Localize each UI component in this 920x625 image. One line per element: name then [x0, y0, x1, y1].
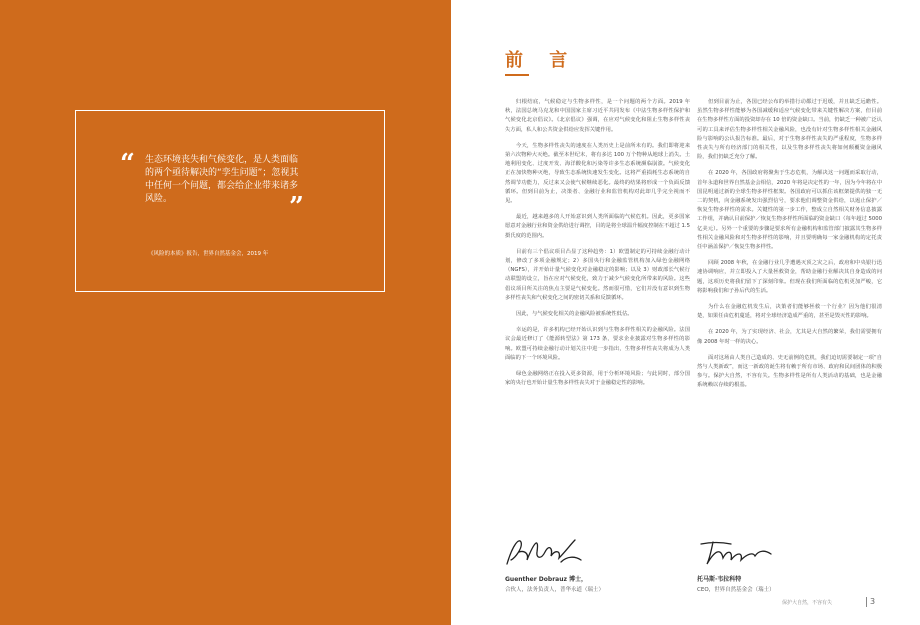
signer-name-right: 托马斯·韦拉科特	[697, 576, 742, 583]
paragraph: 最近，越来越多的人开始意识到人类所面临的气候危机。因此，更多国家愿意对金融行业和资金供给进行调控，目的是将全球温升幅度控制在不超过 1.5 摄氏度的范围内。	[505, 214, 690, 239]
signer-title-left: 合伙人，法务负责人，普华永道（瑞士）	[505, 587, 605, 593]
paragraph: 目前有三个倡议项目凸显了这种趋势：1）欧盟制定的可持续金融行动计划，修改了多项金融规定；2）多国央行和金融监管机构加入绿色金融网络（NGFS），并开始计量气候变化对金融稳定的影响；以及 3）财政部长气候行动联盟的设立，旨在应对气候变化，致力于减少气候变化所带来的风险。这些倡议项目所关注的焦点主要是气候变化。然而很可惜，它们并没有意识到生物多样性丧失和气候变化之间的密切关系和反馈循环。	[505, 248, 690, 301]
body-column-left	[505, 98, 690, 395]
page-title: 前 言	[505, 50, 578, 71]
open-quote-icon: “	[120, 149, 135, 179]
footer-divider	[866, 597, 867, 607]
signer-title-right: CEO，世界自然基金会（瑞士）	[697, 587, 775, 593]
paragraph: 回顾 2008 年秋，在金融行业几乎遭遇灭顶之灾之后，政府和中央银行迅速协调响应，并立即投入了大量拯救资金，帮助金融行业解决其自身造成的问题，这项历史将我们留下了深刻印象。但现在我们所面临的危机更加严峻，它将影响我们和子孙后代的生活。	[697, 260, 882, 294]
paragraph: 为什么在金融危机发生后，决策者们能够拯救一个行业？因为他们很清楚，如果任由危机蔓延，将对全球经济造成严重的，甚至是毁灭性的影响。	[697, 304, 882, 320]
quote-source: 《风险的本质》报告，世界自然基金会，2019 年	[148, 251, 269, 257]
paragraph: 在 2020 年，各国政府将聚焦于生态危机，为解决这一问题而采取行动，首年永道和世界自然基金会相信，2020 年将是决定性的一年，因为今年将在中国昆明通过新的全球生物多样性框架。各国政府可以抓住该框架提供的独一无二的契机，向金融系统发出强烈信号，要求他们调整资金供给，以遏止保护／恢复生物多样性的需求。关键性的第一步工作，整成立自然相关财务信息披露工作组，并确认目前保护／恢复生物多样性所面临的资金缺口（每年超过 5000 亿美元）。另外一个重要的步骤是要求所有金融机构和监管部门披露其生物多样性相关金融风险和对生物多样性的影响，并且要明确每一家金融机构的定托责任中涵盖保护／恢复生物多样性。	[697, 170, 882, 251]
paragraph: 绿色金融网络正在投入更多资源，用于分析环境风险；与此同时，部分国家的央行也开始计量生物多样性丧失对于金融稳定性的影响。	[505, 371, 690, 387]
close-quote-icon: ”	[289, 192, 304, 222]
paragraph: 因此，与气候变化相关的金融风险被系统性低估。	[516, 311, 633, 318]
orange-side-panel	[0, 0, 451, 625]
signer-name-left: Guenther Dobrauz 博士，	[505, 576, 588, 583]
paragraph: 归根结底，气候稳定与生物多样性，是一个问题的两个方面。2019 年秋，法国总统马克龙和中国国家主席习近平共同发布《中法生物多样性保护和气候变化北京倡议》。《北京倡议》强调，在应对气候变化和阻止生物多样性丧失方面，私人和公共资金供给应发挥关键作用。	[505, 99, 690, 133]
paragraph: 幸运的是，许多机构已经开始认识到与生物多样性相关的金融风险。法国议会最近修订了《能源转型法》第 173 条，要求企业披露对生物多样性的影响。欧盟可持续金融行动计划关注中进一步指出，生物多样性丧失将成为人类面临的下一个环境风险。	[505, 327, 690, 361]
signature-vellacott	[697, 538, 777, 568]
footer-text: 保护大自然，不容有失	[782, 600, 833, 606]
body-column-right	[697, 98, 882, 398]
paragraph: 今天，生物多样性丧失的速度在人类历史上是前所未有的。我们即将迎来第六次物种大灭绝。截至本世纪末，将有多达 100 万个物种从地球上消失。土地利用变化、过度开发、海洋酸化和污染等许多生态系统濒临崩溃。气候变化正在加快物种灭绝，导致生态系统快速发生变化。这将严重损耗生态系统的自然调节功能力，反过来又会使气候继续恶化。最终的结果将形成一个负面反馈循环。但到目前为止，决策者、金融行业和监管机构对此却几乎完全视而不见。	[505, 142, 690, 205]
signature-dobrauz	[505, 534, 585, 568]
paragraph: 在 2020 年，为了实现经济、社会，尤其是大自然的繁荣，我们需要拥有像 2008 年时一样的决心。	[697, 329, 882, 345]
paragraph: 但到目前为止，各国已经公布的举措行动都过于迟缓，并且缺乏远瞻性。虽然生物多样性能够为各国减缓和适应气候变化带来关键性解决方案，但目前在生物多样性方面的投资却存在 10 倍的资金缺口。当前，仍缺乏一种被广泛认可的工具来评估生物多样性相关金融风险，也没有针对生物多样性相关金融风险与影响的公认报告标准。最后，对于生物多样性丧失的严重程度，生物多样性丧失与所有经济部门的相关性，以及生物多样性丧失将如何颠覆资金融风险，我们仍缺乏充分了解。	[697, 99, 882, 161]
title-underline	[505, 74, 529, 76]
page-number: 3	[870, 597, 876, 606]
pull-quote: 生态环境丧失和气候变化，是人类面临的两个亟待解决的“孪生问题”；忽视其中任何一个问题，都会给企业带来诸多风险。	[145, 155, 299, 204]
paragraph: 面对这场由人类自己造成的、史无前例的危机，我们迫切需要制定一项“自然与人类新政”，而这一新政的诞生将有赖于所有市场、政府和民间团体的积极参与。保护大自然，不容有失。生物多样性是所有人类活动的基础，也是金融系统赖以存续的根基。	[697, 354, 882, 389]
